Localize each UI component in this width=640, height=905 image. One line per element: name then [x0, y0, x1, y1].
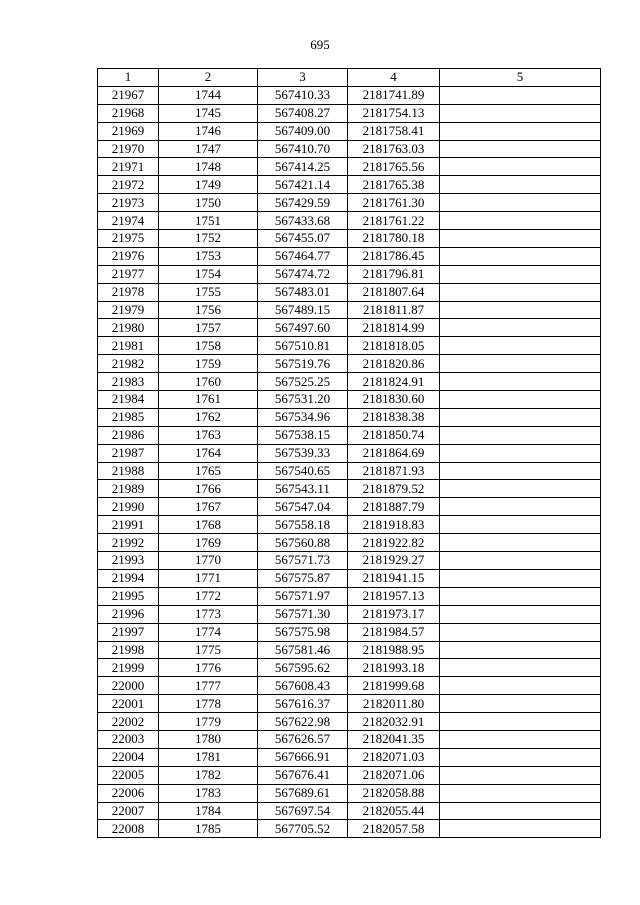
- table-row: [98, 176, 601, 194]
- coordinates-table: [97, 68, 601, 838]
- table-row: [98, 659, 601, 677]
- table-row: [98, 730, 601, 748]
- table-cell: 21989: [98, 480, 159, 498]
- table-cell: 2181999.68: [348, 677, 440, 695]
- table-cell: [440, 641, 601, 659]
- table-row: [98, 641, 601, 659]
- table-row: [98, 677, 601, 695]
- table-cell: 21973: [98, 194, 159, 212]
- table-cell: 21999: [98, 659, 159, 677]
- table-cell: 567616.37: [258, 695, 348, 713]
- table-cell: 2181807.64: [348, 283, 440, 301]
- table-cell: [440, 230, 601, 248]
- table-cell: 567626.57: [258, 730, 348, 748]
- table-cell: 567608.43: [258, 677, 348, 695]
- table-cell: [440, 140, 601, 158]
- table-cell: [440, 462, 601, 480]
- table-cell: 21993: [98, 552, 159, 570]
- table-cell: 1778: [159, 695, 258, 713]
- table-cell: [440, 337, 601, 355]
- table-cell: 21970: [98, 140, 159, 158]
- table-cell: 22002: [98, 713, 159, 731]
- table-row: [98, 444, 601, 462]
- table-cell: 2181957.13: [348, 587, 440, 605]
- table-cell: 21995: [98, 587, 159, 605]
- table-cell: 21969: [98, 122, 159, 140]
- table-cell: 22006: [98, 784, 159, 802]
- table-cell: 21972: [98, 176, 159, 194]
- table-cell: [440, 802, 601, 820]
- table-cell: 567689.61: [258, 784, 348, 802]
- table-cell: 1777: [159, 677, 258, 695]
- table-cell: 567497.60: [258, 319, 348, 337]
- table-row: [98, 426, 601, 444]
- table-header-row: [98, 69, 601, 87]
- table-cell: 2181754.13: [348, 104, 440, 122]
- table-cell: 21980: [98, 319, 159, 337]
- table-cell: 21997: [98, 623, 159, 641]
- table-cell: 2181796.81: [348, 265, 440, 283]
- table-cell: 1744: [159, 86, 258, 104]
- table-cell: [440, 301, 601, 319]
- table-cell: 1764: [159, 444, 258, 462]
- table-cell: 567455.07: [258, 230, 348, 248]
- table-cell: 21992: [98, 534, 159, 552]
- table-cell: 21979: [98, 301, 159, 319]
- table-cell: 2182041.35: [348, 730, 440, 748]
- table-cell: 1753: [159, 247, 258, 265]
- table-cell: 567429.59: [258, 194, 348, 212]
- table-cell: 1770: [159, 552, 258, 570]
- table-row: [98, 695, 601, 713]
- table-row: [98, 748, 601, 766]
- table-cell: 567666.91: [258, 748, 348, 766]
- table-cell: 2181830.60: [348, 391, 440, 409]
- table-cell: 567531.20: [258, 391, 348, 409]
- table-row: [98, 212, 601, 230]
- table-cell: 1749: [159, 176, 258, 194]
- table-cell: 2181741.89: [348, 86, 440, 104]
- table-cell: 2181941.15: [348, 569, 440, 587]
- table-cell: [440, 766, 601, 784]
- table-row: [98, 587, 601, 605]
- table-cell: 22005: [98, 766, 159, 784]
- table-cell: 22004: [98, 748, 159, 766]
- table-row: [98, 462, 601, 480]
- table-cell: [440, 391, 601, 409]
- table-cell: 567622.98: [258, 713, 348, 731]
- table-cell: 1769: [159, 534, 258, 552]
- table-cell: 1768: [159, 516, 258, 534]
- table-cell: 1785: [159, 820, 258, 838]
- table-cell: 22008: [98, 820, 159, 838]
- table-cell: 1772: [159, 587, 258, 605]
- table-cell: 1774: [159, 623, 258, 641]
- table-cell: 21967: [98, 86, 159, 104]
- table-cell: 2181879.52: [348, 480, 440, 498]
- table-cell: 21986: [98, 426, 159, 444]
- table-row: [98, 122, 601, 140]
- table-row: [98, 802, 601, 820]
- table-cell: 567483.01: [258, 283, 348, 301]
- table-cell: [440, 623, 601, 641]
- table-cell: 21994: [98, 569, 159, 587]
- table-cell: [440, 534, 601, 552]
- table-cell: [440, 86, 601, 104]
- table-cell: 2182071.03: [348, 748, 440, 766]
- table-cell: 22007: [98, 802, 159, 820]
- table-row: [98, 247, 601, 265]
- table-row: [98, 766, 601, 784]
- table-cell: 21991: [98, 516, 159, 534]
- table-cell: 2182071.06: [348, 766, 440, 784]
- table-cell: 2181984.57: [348, 623, 440, 641]
- table-cell: 567414.25: [258, 158, 348, 176]
- table-cell: 1759: [159, 355, 258, 373]
- table-cell: 21977: [98, 265, 159, 283]
- table-cell: 567534.96: [258, 408, 348, 426]
- table-cell: [440, 104, 601, 122]
- table-cell: [440, 408, 601, 426]
- table-row: [98, 319, 601, 337]
- table-cell: 2181761.22: [348, 212, 440, 230]
- table-row: [98, 104, 601, 122]
- table-cell: 567410.33: [258, 86, 348, 104]
- table-cell: 2181811.87: [348, 301, 440, 319]
- table-row: [98, 498, 601, 516]
- table-cell: 1747: [159, 140, 258, 158]
- table-cell: 1756: [159, 301, 258, 319]
- table-cell: 2182058.88: [348, 784, 440, 802]
- table-cell: [440, 212, 601, 230]
- column-header: 2: [159, 69, 258, 87]
- table-cell: 21987: [98, 444, 159, 462]
- table-cell: 567464.77: [258, 247, 348, 265]
- table-cell: [440, 516, 601, 534]
- table-cell: 2182032.91: [348, 713, 440, 731]
- table-cell: 2181786.45: [348, 247, 440, 265]
- table-cell: 2181814.99: [348, 319, 440, 337]
- table-cell: 1750: [159, 194, 258, 212]
- table-cell: 567571.30: [258, 605, 348, 623]
- table-row: [98, 283, 601, 301]
- table-cell: 21981: [98, 337, 159, 355]
- table-cell: [440, 748, 601, 766]
- table-cell: 2182011.80: [348, 695, 440, 713]
- table-cell: [440, 444, 601, 462]
- column-header: 3: [258, 69, 348, 87]
- table-cell: [440, 677, 601, 695]
- table-cell: 2181871.93: [348, 462, 440, 480]
- table-cell: 567540.65: [258, 462, 348, 480]
- table-cell: [440, 283, 601, 301]
- table-cell: [440, 480, 601, 498]
- table-cell: 2181824.91: [348, 373, 440, 391]
- column-header: 1: [98, 69, 159, 87]
- table-cell: 21985: [98, 408, 159, 426]
- table-cell: 567547.04: [258, 498, 348, 516]
- table-cell: 567558.18: [258, 516, 348, 534]
- table-row: [98, 605, 601, 623]
- table-cell: 2181818.05: [348, 337, 440, 355]
- table-cell: 21988: [98, 462, 159, 480]
- table-cell: 21975: [98, 230, 159, 248]
- table-cell: [440, 784, 601, 802]
- table-cell: 2181765.56: [348, 158, 440, 176]
- table-cell: 1767: [159, 498, 258, 516]
- table-cell: 21974: [98, 212, 159, 230]
- table-row: [98, 534, 601, 552]
- table-cell: 2181765.38: [348, 176, 440, 194]
- table-cell: 2181922.82: [348, 534, 440, 552]
- table-cell: 567575.87: [258, 569, 348, 587]
- table-cell: 2181918.83: [348, 516, 440, 534]
- table-cell: 567489.15: [258, 301, 348, 319]
- table-cell: 21990: [98, 498, 159, 516]
- table-cell: 21984: [98, 391, 159, 409]
- table-row: [98, 552, 601, 570]
- table-cell: [440, 158, 601, 176]
- table-cell: [440, 176, 601, 194]
- table-cell: [440, 498, 601, 516]
- table-cell: 567421.14: [258, 176, 348, 194]
- table-row: [98, 713, 601, 731]
- table-cell: 2181763.03: [348, 140, 440, 158]
- table-row: [98, 337, 601, 355]
- table-cell: 1751: [159, 212, 258, 230]
- table-row: [98, 301, 601, 319]
- table-cell: [440, 605, 601, 623]
- table-cell: 567575.98: [258, 623, 348, 641]
- table-cell: 1762: [159, 408, 258, 426]
- table-cell: [440, 695, 601, 713]
- table-cell: 1782: [159, 766, 258, 784]
- table-cell: 1776: [159, 659, 258, 677]
- table-cell: 567525.25: [258, 373, 348, 391]
- table-cell: 567705.52: [258, 820, 348, 838]
- table-cell: [440, 552, 601, 570]
- table-cell: 21982: [98, 355, 159, 373]
- table-cell: 2181820.86: [348, 355, 440, 373]
- table-cell: 567474.72: [258, 265, 348, 283]
- table-row: [98, 391, 601, 409]
- table-row: [98, 820, 601, 838]
- table-cell: 2181864.69: [348, 444, 440, 462]
- table-cell: [440, 319, 601, 337]
- table-cell: [440, 659, 601, 677]
- table-cell: 1760: [159, 373, 258, 391]
- table-row: [98, 140, 601, 158]
- table-row: [98, 158, 601, 176]
- table-cell: 1745: [159, 104, 258, 122]
- table-cell: 567571.73: [258, 552, 348, 570]
- table-cell: [440, 194, 601, 212]
- table-row: [98, 194, 601, 212]
- table-cell: 567560.88: [258, 534, 348, 552]
- table-cell: 567581.46: [258, 641, 348, 659]
- table-cell: [440, 426, 601, 444]
- table-cell: 1765: [159, 462, 258, 480]
- table-cell: 1784: [159, 802, 258, 820]
- table-cell: 2181973.17: [348, 605, 440, 623]
- table-row: [98, 569, 601, 587]
- table-cell: 567543.11: [258, 480, 348, 498]
- table-cell: 2182057.58: [348, 820, 440, 838]
- table-cell: 21976: [98, 247, 159, 265]
- table-cell: 1748: [159, 158, 258, 176]
- table-row: [98, 480, 601, 498]
- table-cell: 567539.33: [258, 444, 348, 462]
- table-cell: 2181758.41: [348, 122, 440, 140]
- table-row: [98, 230, 601, 248]
- page-number: 695: [310, 37, 330, 52]
- table-cell: 22001: [98, 695, 159, 713]
- table-cell: [440, 569, 601, 587]
- table-body: [98, 86, 601, 837]
- table-cell: 2181993.18: [348, 659, 440, 677]
- table-cell: [440, 355, 601, 373]
- table-cell: 2181887.79: [348, 498, 440, 516]
- table-cell: 1773: [159, 605, 258, 623]
- table-cell: 567571.97: [258, 587, 348, 605]
- table-cell: 1783: [159, 784, 258, 802]
- table-cell: 567510.81: [258, 337, 348, 355]
- table-cell: 2181850.74: [348, 426, 440, 444]
- table-cell: 1781: [159, 748, 258, 766]
- table-cell: 567408.27: [258, 104, 348, 122]
- table-cell: 567697.54: [258, 802, 348, 820]
- table-cell: [440, 587, 601, 605]
- table-cell: 1755: [159, 283, 258, 301]
- table-cell: 2182055.44: [348, 802, 440, 820]
- table-cell: 1754: [159, 265, 258, 283]
- table-row: [98, 355, 601, 373]
- table-cell: [440, 713, 601, 731]
- table-cell: 567409.00: [258, 122, 348, 140]
- table-cell: 1766: [159, 480, 258, 498]
- table-cell: 1758: [159, 337, 258, 355]
- table-row: [98, 265, 601, 283]
- table-cell: 1752: [159, 230, 258, 248]
- table-cell: 1780: [159, 730, 258, 748]
- column-header: 4: [348, 69, 440, 87]
- table-cell: 2181988.95: [348, 641, 440, 659]
- table-cell: 22000: [98, 677, 159, 695]
- table-cell: 2181929.27: [348, 552, 440, 570]
- table-cell: 21983: [98, 373, 159, 391]
- table-cell: [440, 730, 601, 748]
- table-cell: [440, 247, 601, 265]
- table-row: [98, 373, 601, 391]
- table-cell: 2181761.30: [348, 194, 440, 212]
- table-cell: 567676.41: [258, 766, 348, 784]
- table-cell: 1779: [159, 713, 258, 731]
- table-cell: [440, 820, 601, 838]
- table-cell: 21968: [98, 104, 159, 122]
- table-cell: 1771: [159, 569, 258, 587]
- table-cell: 22003: [98, 730, 159, 748]
- table-cell: 567595.62: [258, 659, 348, 677]
- table-cell: 1761: [159, 391, 258, 409]
- column-header: 5: [440, 69, 601, 87]
- table-cell: 21978: [98, 283, 159, 301]
- table-cell: 2181780.18: [348, 230, 440, 248]
- table-cell: 1757: [159, 319, 258, 337]
- table-row: [98, 408, 601, 426]
- table-cell: [440, 373, 601, 391]
- table-cell: 567410.70: [258, 140, 348, 158]
- table-row: [98, 623, 601, 641]
- table-row: [98, 516, 601, 534]
- table-cell: 21996: [98, 605, 159, 623]
- table-cell: 1775: [159, 641, 258, 659]
- table-cell: [440, 122, 601, 140]
- table-row: [98, 86, 601, 104]
- table-cell: [440, 265, 601, 283]
- table-cell: 21971: [98, 158, 159, 176]
- table-cell: 1763: [159, 426, 258, 444]
- table-cell: 567433.68: [258, 212, 348, 230]
- table-cell: 2181838.38: [348, 408, 440, 426]
- table-cell: 567519.76: [258, 355, 348, 373]
- table-cell: 567538.15: [258, 426, 348, 444]
- table-cell: 1746: [159, 122, 258, 140]
- table-row: [98, 784, 601, 802]
- table-cell: 21998: [98, 641, 159, 659]
